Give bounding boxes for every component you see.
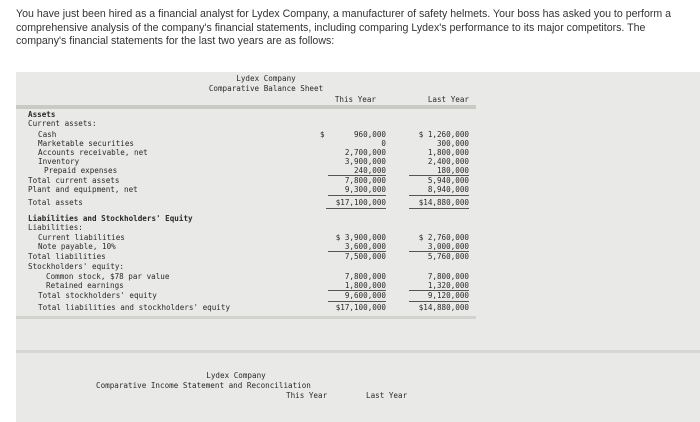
- balance-company-name: Lydex Company: [236, 74, 296, 83]
- value-this-year: $17,100,000: [335, 303, 386, 312]
- value-last-year: 300,000: [436, 139, 469, 148]
- header-band: [16, 105, 476, 109]
- row-label: Accounts receivable, net: [38, 148, 148, 157]
- liabilities-heading: Liabilities:: [28, 223, 83, 232]
- subtotal-rule: [409, 301, 469, 302]
- row-label: Note payable, 10%: [38, 242, 116, 251]
- row-label: Common stock, $78 par value: [46, 272, 170, 281]
- col-this-year: This Year: [334, 95, 376, 104]
- value-this-year: 7,800,000: [344, 176, 386, 185]
- value-last-year: 2,400,000: [427, 157, 469, 166]
- separator-band: [16, 350, 700, 353]
- value-last-year: 7,800,000: [427, 272, 469, 281]
- separator-band: [16, 316, 476, 319]
- value-this-year: 960,000: [353, 130, 386, 139]
- subtotal-rule: [409, 195, 469, 196]
- value-this-year: 1,800,000: [344, 281, 386, 290]
- value-last-year: 1,800,000: [427, 148, 469, 157]
- dollar-sign: $: [320, 130, 325, 139]
- row-label: Plant and equipment, net: [28, 185, 138, 194]
- value-this-year: 3,600,000: [344, 242, 386, 251]
- value-last-year: $ 2,760,000: [418, 233, 469, 242]
- row-label: Marketable securities: [38, 139, 135, 148]
- row-label: Inventory: [38, 157, 80, 166]
- value-this-year: 0: [381, 139, 386, 148]
- balance-sheet-panel: [16, 72, 700, 422]
- total-double-rule: [409, 208, 469, 209]
- row-label: Total stockholders' equity: [38, 291, 157, 300]
- value-this-year: 3,900,000: [344, 157, 386, 166]
- row-label: Total liabilities and stockholders' equity: [38, 303, 231, 312]
- total-double-rule: [326, 208, 386, 209]
- value-this-year: 9,300,000: [344, 185, 386, 194]
- value-this-year: 7,500,000: [344, 252, 386, 261]
- problem-intro: You have just been hired as a financial analyst for Lydex Company, a manufacturer of safety helmets. Your boss has asked you to perform a comprehensive analysis of the company's financial statements, including comparing Lydex's performance to its major competitors. The company's financial statements for the last two years are as follows:: [16, 8, 672, 48]
- row-label: Current liabilities: [38, 233, 125, 242]
- value-this-year: $ 3,900,000: [335, 233, 386, 242]
- subtotal-rule: [328, 301, 386, 302]
- liab-equity-heading: Liabilities and Stockholders' Equity: [28, 214, 193, 223]
- value-last-year: 9,120,000: [427, 291, 469, 300]
- value-last-year: $14,880,000: [418, 198, 469, 207]
- value-last-year: 1,320,000: [427, 281, 469, 290]
- value-last-year: 5,760,000: [427, 252, 469, 261]
- income-col-this-year: This Year: [286, 391, 328, 400]
- value-this-year: 9,600,000: [344, 291, 386, 300]
- value-last-year: 180,000: [436, 166, 469, 175]
- row-label: Total current assets: [28, 176, 120, 185]
- subtotal-rule: [328, 195, 386, 196]
- value-last-year: 8,940,000: [427, 185, 469, 194]
- equity-heading: Stockholders' equity:: [28, 262, 125, 271]
- value-last-year: 3,000,000: [427, 242, 469, 251]
- row-label: Cash: [38, 130, 57, 139]
- value-last-year: 5,940,000: [427, 176, 469, 185]
- value-last-year: $14,880,000: [418, 303, 469, 312]
- row-label: Total liabilities: [28, 252, 106, 261]
- row-label: Total assets: [28, 198, 83, 207]
- row-label: Retained earnings: [46, 281, 124, 290]
- value-this-year: 240,000: [353, 166, 386, 175]
- income-statement-title: Comparative Income Statement and Reconciliation: [96, 381, 311, 390]
- current-assets-heading: Current assets:: [28, 119, 97, 128]
- col-last-year: Last Year: [427, 95, 469, 104]
- income-col-last-year: Last Year: [366, 391, 408, 400]
- value-this-year: 2,700,000: [344, 148, 386, 157]
- value-this-year: $17,100,000: [335, 198, 386, 207]
- assets-heading: Assets: [28, 110, 56, 119]
- value-last-year: $ 1,260,000: [418, 130, 469, 139]
- income-company-name: Lydex Company: [206, 371, 266, 380]
- row-label: Prepaid expenses: [44, 166, 118, 175]
- value-this-year: 7,800,000: [344, 272, 386, 281]
- balance-sheet-title: Comparative Balance Sheet: [208, 84, 324, 93]
